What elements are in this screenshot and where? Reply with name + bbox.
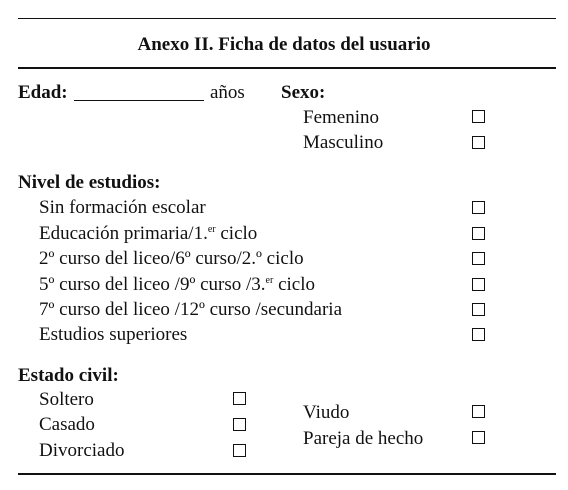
estudios-checkbox[interactable]: [472, 328, 485, 341]
sexo-label: Sexo:: [281, 82, 326, 103]
estudios-checkbox[interactable]: [472, 227, 485, 240]
edad-label: Edad:: [18, 82, 68, 103]
estudios-checkbox[interactable]: [472, 252, 485, 265]
title-rule: [18, 67, 556, 69]
civil-divorciado-checkbox[interactable]: [233, 444, 246, 457]
estudios-option: 2º curso del liceo/6º curso/2.º ciclo: [39, 248, 304, 269]
estudios-option: Estudios superiores: [39, 324, 188, 345]
civil-label: Estado civil:: [18, 365, 119, 386]
sexo-masculino-checkbox[interactable]: [472, 136, 485, 149]
civil-option-viudo: Viudo: [303, 402, 350, 423]
civil-viudo-checkbox[interactable]: [472, 405, 485, 418]
edad-unit: años: [210, 82, 245, 103]
civil-soltero-checkbox[interactable]: [233, 392, 246, 405]
civil-pareja-checkbox[interactable]: [472, 431, 485, 444]
sexo-option-masculino: Masculino: [303, 132, 384, 153]
civil-option-pareja: Pareja de hecho: [303, 428, 424, 449]
civil-option-casado: Casado: [39, 414, 95, 435]
civil-casado-checkbox[interactable]: [233, 418, 246, 431]
estudios-checkbox[interactable]: [472, 201, 485, 214]
civil-option-divorciado: Divorciado: [39, 440, 125, 461]
form-title: Anexo II. Ficha de datos del usuario: [137, 34, 431, 55]
civil-option-soltero: Soltero: [39, 389, 94, 410]
top-rule: [18, 18, 556, 19]
estudios-option: 7º curso del liceo /12º curso /secundaria: [39, 299, 343, 320]
edad-input-line[interactable]: [74, 100, 204, 101]
sexo-femenino-checkbox[interactable]: [472, 110, 485, 123]
bottom-rule: [18, 473, 556, 475]
estudios-checkbox[interactable]: [472, 278, 485, 291]
estudios-checkbox[interactable]: [472, 303, 485, 316]
estudios-option: Educación primaria/1.$^{er}$ ciclo: [39, 223, 258, 244]
estudios-label: Nivel de estudios:: [18, 172, 161, 193]
estudios-option: Sin formación escolar: [39, 197, 206, 218]
estudios-option: 5º curso del liceo /9º curso /3.$^{er}$ ciclo: [39, 274, 316, 295]
sexo-option-femenino: Femenino: [303, 107, 379, 128]
